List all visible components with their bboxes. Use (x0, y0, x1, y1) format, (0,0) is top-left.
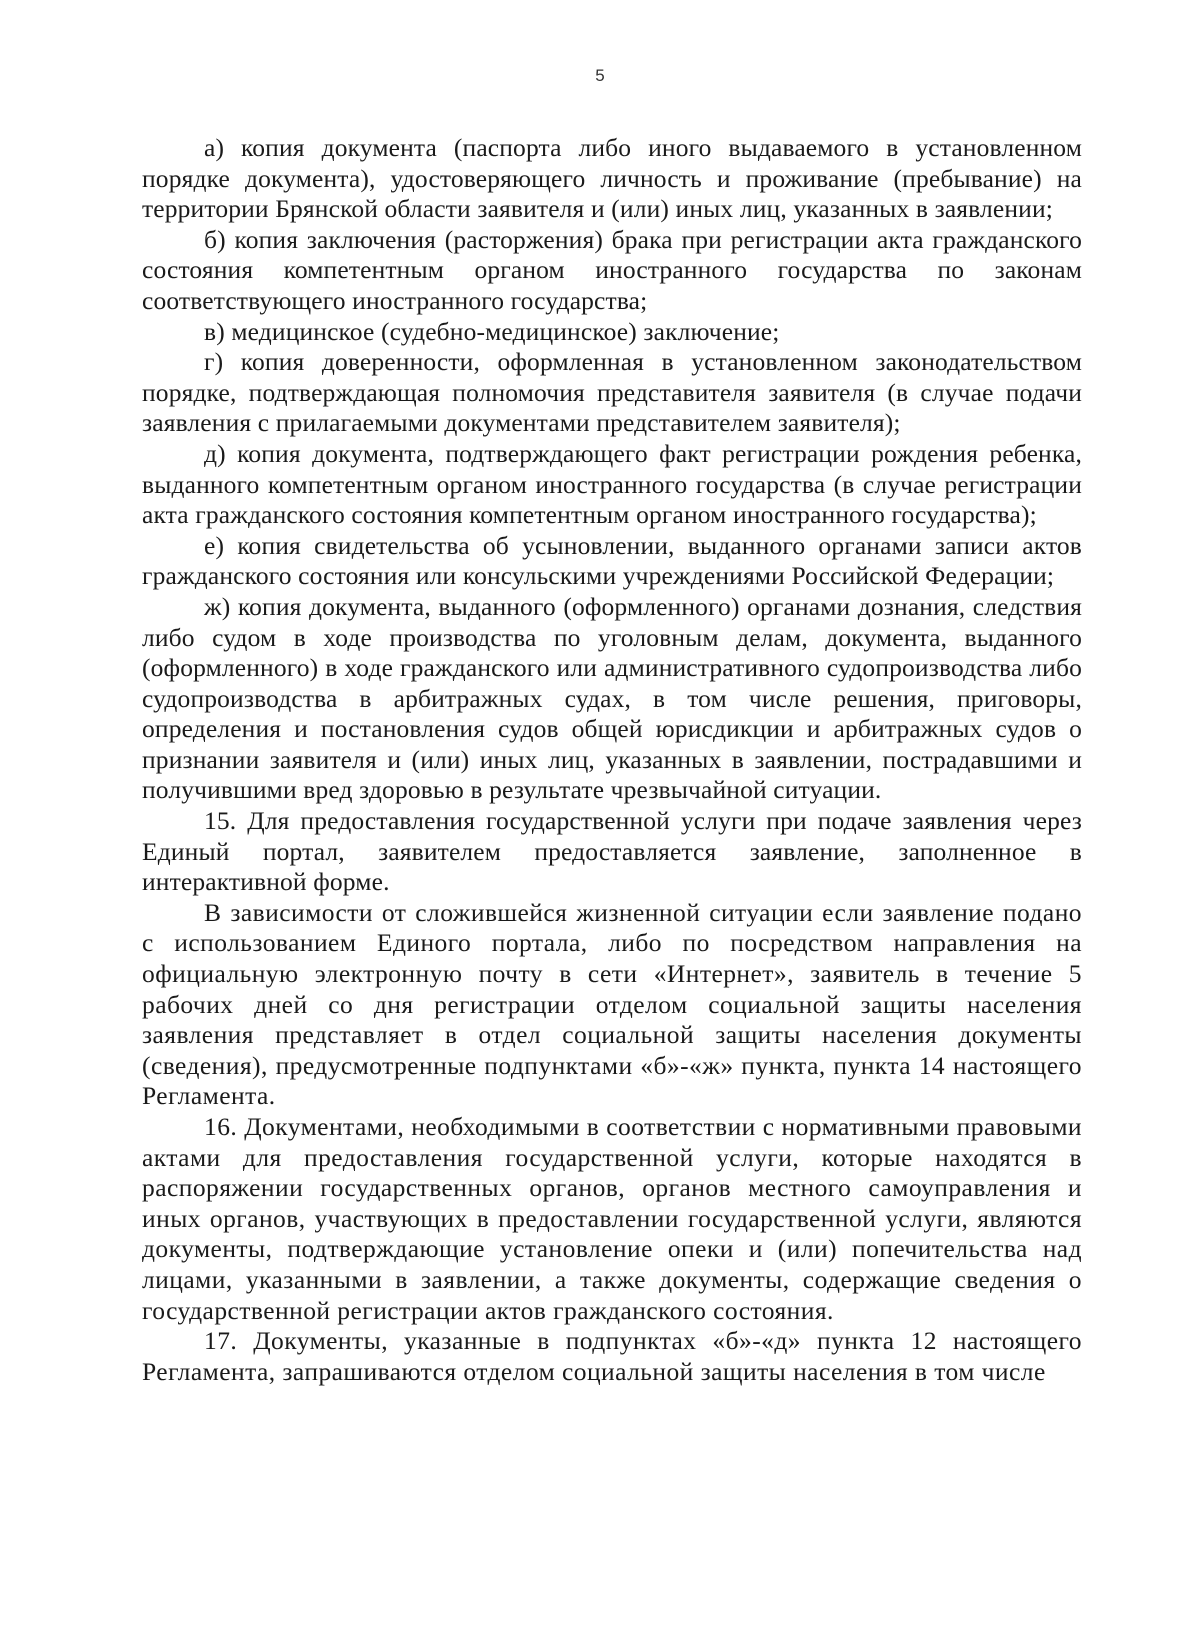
paragraph-item-a: а) копия документа (паспорта либо иного выдаваемого в установленном порядке документа), удостоверяющего личность и проживание (пребывание) на территории Брянской области заявителя и (или) иных лиц, указанных в заявлении; (142, 133, 1082, 224)
paragraph-clause-16: 16. Документами, необходимыми в соответствии с нормативными правовыми актами для предоставления государственной услуги, которые находятся в распоряжении государственных органов, органов местного самоуправления и иных органов, участвующих в предоставлении государственной услуги, являются документы, подтверждающие установление опеки и (или) попечительства над лицами, указанными в заявлении, а также документы, содержащие сведения о государственной регистрации актов гражданского состояния. (142, 1112, 1082, 1325)
paragraph-item-b: б) копия заключения (расторжения) брака при регистрации акта гражданского состояния компетентным органом иностранного государства по законам соответствующего иностранного государства; (142, 224, 1082, 315)
paragraph-clause-15: 15. Для предоставления государственной услуги при подаче заявления через Единый портал, заявителем предоставляется заявление, заполненное в интерактивной форме. (142, 806, 1082, 897)
paragraph-clause-17: 17. Документы, указанные в подпунктах «б»-«д» пункта 12 настоящего Регламента, запрашиваются отделом социальной защиты населения в том числе (142, 1326, 1082, 1386)
paragraph-item-v: в) медицинское (судебно-медицинское) заключение; (204, 316, 780, 346)
paragraph-item-e: е) копия свидетельства об усыновлении, выданного органами записи актов гражданского состояния или консульскими учреждениями Российской Федерации; (142, 530, 1082, 591)
document-body (142, 133, 1082, 1387)
paragraph-item-d: д) копия документа, подтверждающего факт регистрации рождения ребенка, выданного компетентным органом иностранного государства (в случае регистрации акта гражданского состояния компетентным органом иностранного государства); (142, 438, 1082, 530)
page-number: 5 (595, 66, 605, 85)
paragraph-item-g: г) копия доверенности, оформленная в установленном законодательством порядке, подтверждающая полномочия представителя заявителя (в случае подачи заявления с прилагаемыми документами представителем заявителя); (142, 347, 1082, 438)
paragraph-clause-15-continued: В зависимости от сложившейся жизненной ситуации если заявление подано с использованием Единого портала, либо по посредством направления на официальную электронную почту в сети «Интернет», заявитель в течение 5 рабочих дней со дня регистрации отделом социальной защиты населения заявления представляет в отдел социальной защиты населения документы (сведения), предусмотренные подпунктами «б»-«ж» пункта, пункта 14 настоящего Регламента. (142, 897, 1082, 1111)
paragraph-item-zh: ж) копия документа, выданного (оформленного) органами дознания, следствия либо судом в ходе производства по уголовным делам, документа, выданного (оформленного) в ходе гражданского или административного судопроизводства либо судопроизводства в арбитражных судах, в том числе решения, приговоры, определения и постановления судов общей юрисдикции и арбитражных судов о признании заявителя и (или) иных лиц, указанных в заявлении, пострадавшими и получившими вред здоровью в результате чрезвычайной ситуации. (142, 591, 1082, 805)
